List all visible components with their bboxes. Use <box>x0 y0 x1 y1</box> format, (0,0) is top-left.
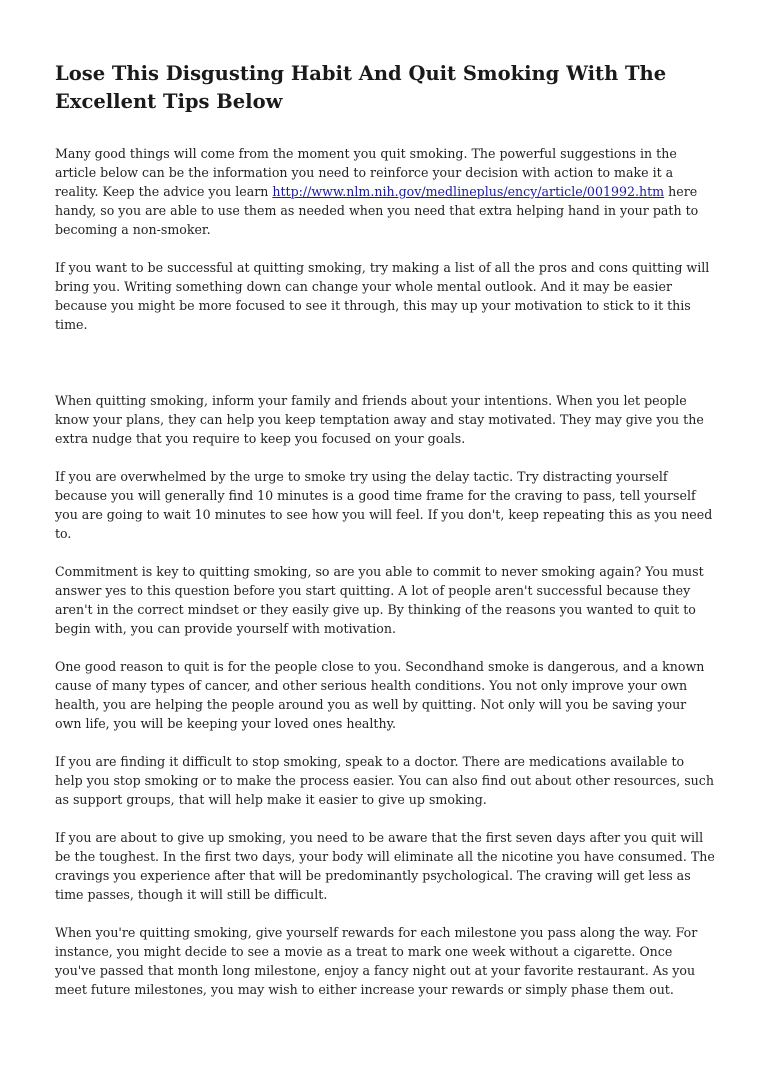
paragraph-commitment: Commitment is key to quitting smoking, so are you able to commit to never smoking again? You must answer yes to this question before you start quitting. A lot of people aren't successful because they aren't in the correct mindset or they easily give up. By thinking of the reasons you wanted to quit to begin with, you can provide yourself with motivation. <box>55 564 704 636</box>
intro-paragraph <box>55 144 715 239</box>
paragraph-rewards: When you're quitting smoking, give yourself rewards for each milestone you pass along the way. For instance, you might decide to see a movie as a treat to mark one week without a cigarette. Once you've passed that month long milestone, enjoy a fancy night out at your favorite restaurant. As you meet future milestones, you may wish to either increase your rewards or simply phase them out. <box>55 925 698 997</box>
paragraph-family-friends: When quitting smoking, inform your family and friends about your intentions. When you let people know your plans, they can help you keep temptation away and stay motivated. They may give you the extra nudge that you require to keep you focused on your goals. <box>55 393 704 446</box>
paragraph-pros-cons: If you want to be successful at quitting smoking, try making a list of all the pros and cons quitting will bring you. Writing something down can change your whole mental outlook. And it may be easier because you might be more focused to see it through, this may up your motivation to stick to it this time. <box>55 260 710 332</box>
paragraph-doctor: If you are finding it difficult to stop smoking, speak to a doctor. There are medications available to help you stop smoking or to make the process easier. You can also find out about other resources, such as support groups, that will help make it easier to give up smoking. <box>55 754 714 807</box>
intro-text-before-link: Many good things will come from the moment you quit smoking. The powerful suggestions in the article below can be the information you need to reinforce your decision with action to make it a reality. Keep the advice you learn <box>55 146 677 199</box>
medlineplus-link[interactable]: http://www.nlm.nih.gov/medlineplus/ency/article/001992.htm <box>272 184 665 199</box>
paragraph-first-seven-days: If you are about to give up smoking, you need to be aware that the first seven days after you quit will be the toughest. In the first two days, your body will eliminate all the nicotine you have consumed. The cravings you experience after that will be predominantly psychological. The craving will get less as time passes, though it will still be difficult. <box>55 830 715 902</box>
document-page <box>55 60 715 1018</box>
intro-text-after-link: here handy, so you are able to use them as needed when you need that extra helping hand in your path to becoming a non-smoker. <box>55 184 699 237</box>
document-title: Lose This Disgusting Habit And Quit Smoking With The Excellent Tips Below <box>55 62 667 113</box>
paragraph-secondhand-smoke: One good reason to quit is for the people close to you. Secondhand smoke is dangerous, and a known cause of many types of cancer, and other serious health conditions. You not only improve your own health, you are helping the people around you as well by quitting. Not only will you be saving your own life, you will be keeping your loved ones healthy. <box>55 659 705 731</box>
paragraph-delay-tactic: If you are overwhelmed by the urge to smoke try using the delay tactic. Try distracting yourself because you will generally find 10 minutes is a good time frame for the craving to pass, tell yourself you are going to wait 10 minutes to see how you will feel. If you don't, keep repeating this as you need to. <box>55 469 713 541</box>
